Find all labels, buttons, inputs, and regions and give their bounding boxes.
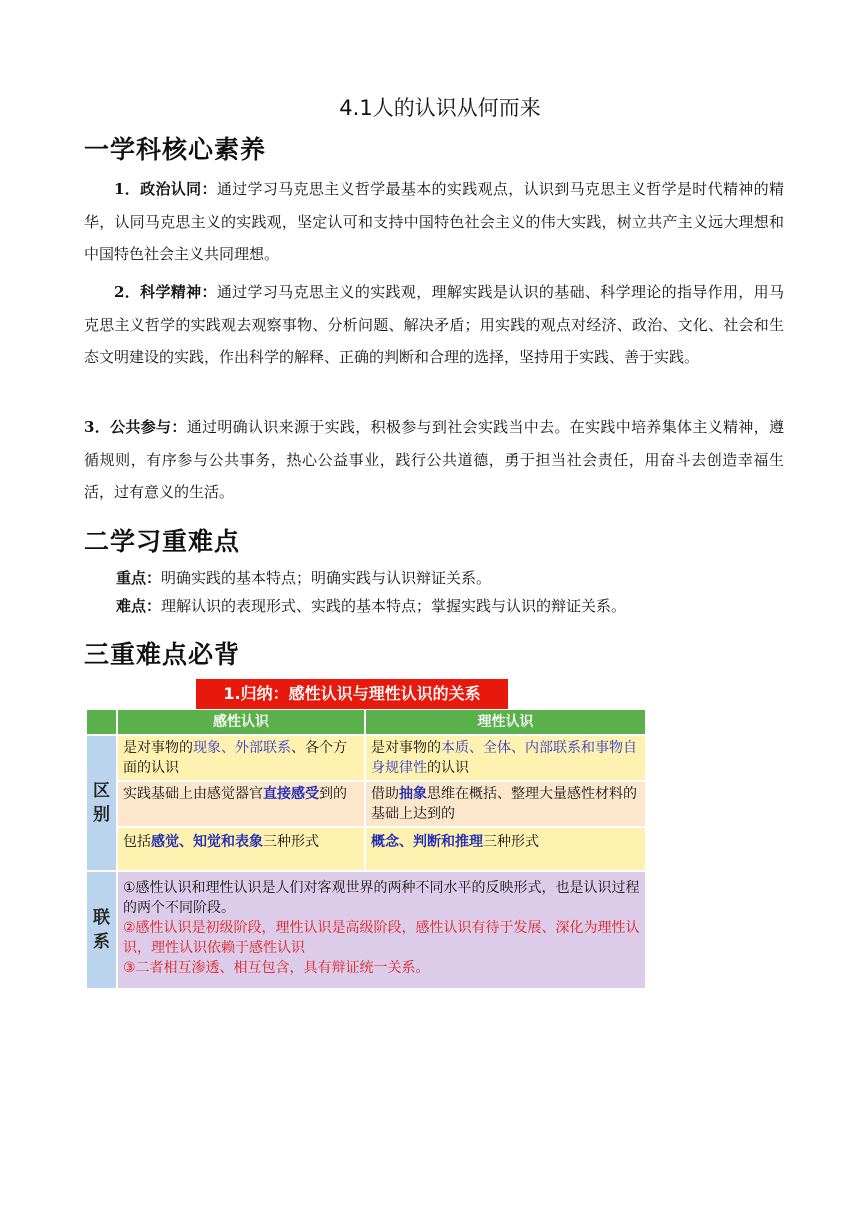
header-rational: 理性认识 (365, 709, 646, 735)
text-run: 包括 (123, 834, 151, 850)
item-label: 2．科学精神： (114, 283, 217, 301)
cell-connection (117, 871, 646, 989)
difficult-point-label: 难点： (116, 597, 162, 615)
connection-point-2: ②感性认识是初级阶段，理性认识是高级阶段，感性认识有待于发展、深化为理性认识，理性认识依赖于感性认识 (123, 920, 640, 956)
section3-heading: 三重难点必背 (84, 640, 241, 669)
table-corner-cell (86, 709, 117, 735)
highlight-text: 直接感受 (263, 786, 319, 802)
item-text: 通过明确认识来源于实践，积极参与到社会实践当中去。在实践中培养集体主义精神，遵循规则，有序参与公共事务，热心公益事业，践行公共道德，勇于担当社会责任，用奋斗去创造幸福生活，过有意义的生活。 (84, 418, 784, 501)
section2-heading: 二学习重难点 (84, 527, 241, 556)
page-title: 4.1人的认识从何而来 (339, 96, 541, 120)
key-point-label: 重点： (116, 569, 162, 587)
text-run: 是对事物的 (123, 740, 193, 756)
text-run: 实践基础上由感觉器官 (123, 786, 263, 802)
row-label-difference (86, 735, 117, 871)
text-run: 借助 (371, 786, 399, 802)
text-run: 思维在概括、整理大量感性材料的基础上达到的 (371, 786, 637, 822)
row-label-connection-text: 联系 (93, 908, 110, 952)
section1-item-1 (84, 173, 784, 271)
text-run: 三种形式 (263, 834, 319, 850)
difficult-point (116, 595, 626, 616)
cell-r1-perceptual (117, 735, 365, 781)
connection-point-3: ③二者相互渗透、相互包含，具有辩证统一关系。 (123, 960, 430, 976)
highlight-text: 本质、全体、内部联系和事物自身规律性 (371, 740, 637, 776)
row-label-difference-text: 区别 (93, 781, 110, 825)
text-run: 、各个方面的认识 (123, 740, 347, 776)
cell-r3-rational (365, 827, 646, 871)
key-point-text: 明确实践的基本特点；明确实践与认识辩证关系。 (161, 569, 492, 587)
header-perceptual: 感性认识 (117, 709, 365, 735)
row-label-connection (86, 871, 117, 989)
section1-heading: 一学科核心素养 (84, 135, 267, 164)
highlight-text: 概念、判断和推理 (371, 834, 483, 850)
relation-table (86, 709, 646, 989)
difficult-point-text: 理解认识的表现形式、实践的基本特点；掌握实践与认识的辩证关系。 (161, 597, 627, 615)
connection-point-1: ①感性认识和理性认识是人们对客观世界的两种不同水平的反映形式，也是认识过程的两个不同阶段。 (123, 880, 640, 916)
cell-r2-perceptual (117, 781, 365, 827)
key-point (116, 567, 491, 588)
item-label: 1．政治认同： (114, 180, 217, 198)
cell-r1-rational (365, 735, 646, 781)
highlight-text: 抽象 (399, 786, 427, 802)
cell-r3-perceptual (117, 827, 365, 871)
item-text: 通过学习马克思主义哲学最基本的实践观点，认识到马克思主义哲学是时代精神的精华，认同马克思主义的实践观，坚定认可和支持中国特色社会主义的伟大实践，树立共产主义远大理想和中国特色社会主义共同理想。 (84, 180, 784, 263)
text-run: 三种形式 (483, 834, 539, 850)
text-run: 的认识 (427, 760, 469, 776)
item-label: 3．公共参与： (84, 418, 187, 436)
section1-item-3 (84, 411, 784, 509)
cell-r2-rational (365, 781, 646, 827)
highlight-text: 现象、外部联系 (193, 740, 291, 756)
text-run: 到的 (319, 786, 347, 802)
highlight-text: 感觉、知觉和表象 (151, 834, 263, 850)
item-text: 通过学习马克思主义的实践观，理解实践是认识的基础、科学理论的指导作用，用马克思主义哲学的实践观去观察事物、分析问题、解决矛盾；用实践的观点对经济、政治、文化、社会和生态文明建设的实践，作出科学的解释、正确的判断和合理的选择，坚持用于实践、善于实践。 (84, 283, 784, 366)
section1-item-2 (84, 276, 784, 374)
text-run: 是对事物的 (371, 740, 441, 756)
table-title: 1.归纳：感性认识与理性认识的关系 (196, 679, 508, 709)
